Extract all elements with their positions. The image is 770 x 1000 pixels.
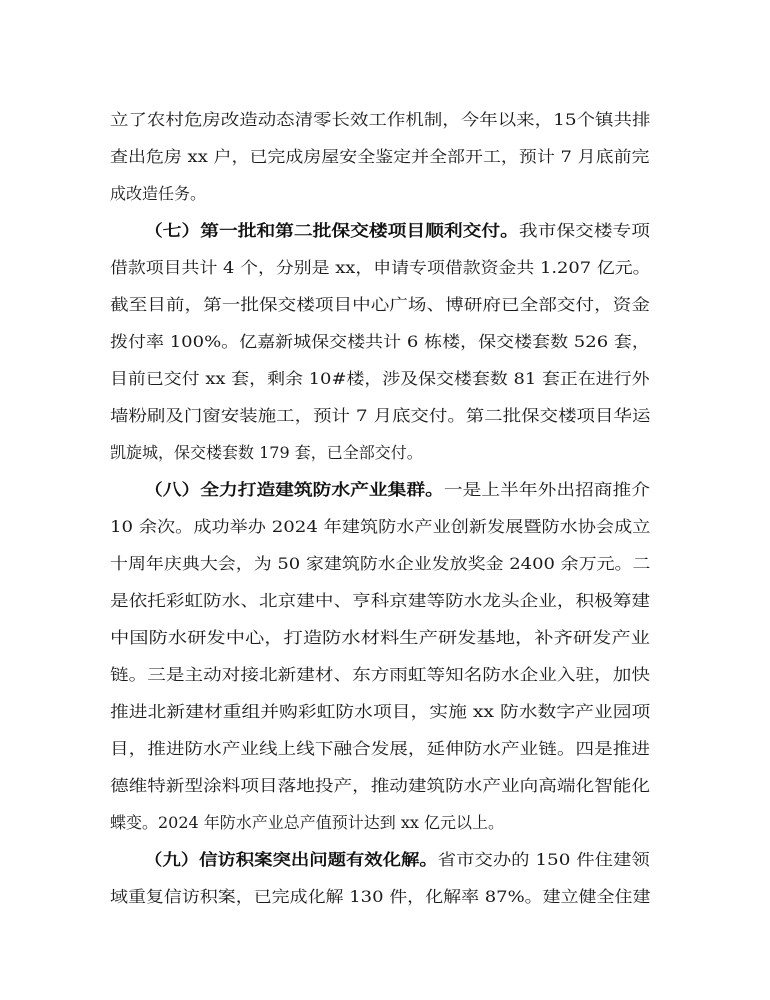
line-text: 十周年庆典大会，为 50 家建筑防水企业发放奖金 2400 余万元。二 — [110, 554, 651, 573]
paragraph-line — [110, 443, 423, 463]
section-heading: （九）信访积案突出问题有效化解。 — [144, 850, 438, 869]
line-text: 一是上半年外出招商推介 — [443, 480, 651, 499]
paragraph-line — [110, 406, 650, 426]
section-nine-first-line — [144, 850, 650, 870]
section-eight-first-line — [144, 480, 650, 500]
line-text: 省市交办的 150 件住建领 — [437, 850, 650, 869]
paragraph-line — [110, 184, 206, 204]
line-text: 成改造任务。 — [110, 184, 207, 203]
paragraph-line — [110, 295, 650, 315]
line-text: 目前已交付 xx 套，剩余 10#楼，涉及保交楼套数 81 套正在进行外 — [110, 369, 650, 388]
line-text: 立了农村危房改造动态清零长效工作机制，今年以来，15个镇共排 — [110, 110, 651, 129]
line-text: 凯旋城，保交楼套数 179 套，已全部交付。 — [110, 443, 423, 462]
line-text: 我市保交楼专项 — [518, 221, 651, 240]
paragraph-line — [110, 369, 650, 389]
line-text: 是依托彩虹防水、北京建中、亨科京建等防水龙头企业，积极筹建 — [110, 591, 651, 610]
paragraph-line — [110, 702, 650, 722]
line-text: 蝶变。2024 年防水产业总产值预计达到 xx 亿元以上。 — [110, 813, 505, 832]
line-text: 拨付率 100%。亿嘉新城保交楼共计 6 栋楼，保交楼套数 526 套， — [110, 332, 650, 351]
paragraph-line — [110, 665, 650, 685]
line-text: 借款项目共计 4 个，分别是 xx，申请专项借款资金共 1.207 亿元。 — [110, 258, 651, 277]
line-text: 目，推进防水产业线上线下融合发展，延伸防水产业链。四是推进 — [110, 739, 651, 758]
paragraph-line — [110, 591, 650, 611]
paragraph-line — [110, 147, 650, 167]
paragraph-line — [110, 813, 504, 833]
line-text: 10 余次。成功举办 2024 年建筑防水产业创新发展暨防水协会成立 — [110, 517, 651, 536]
line-text: 截至目前，第一批保交楼项目中心广场、博研府已全部交付，资金 — [110, 295, 651, 314]
paragraph-line — [110, 554, 650, 574]
paragraph-line — [110, 776, 650, 796]
section-heading: （八）全力打造建筑防水产业集群。 — [144, 480, 444, 499]
line-text: 域重复信访积案，已完成化解 130 件，化解率 87%。建立健全住建 — [110, 887, 651, 906]
paragraph-line — [110, 258, 651, 278]
line-text: 德维特新型涂料项目落地投产，推动建筑防水产业向高端化智能化 — [110, 776, 651, 795]
line-text: 链。三是主动对接北新建材、东方雨虹等知名防水企业入驻，加快 — [110, 665, 651, 684]
section-seven-first-line — [144, 221, 650, 241]
paragraph-line — [110, 332, 650, 352]
line-text: 中国防水研发中心，打造防水材料生产研发基地，补齐研发产业 — [110, 628, 651, 647]
line-text: 查出危房 xx 户，已完成房屋安全鉴定并全部开工，预计 7 月底前完 — [110, 147, 650, 166]
line-text: 推进北新建材重组并购彩虹防水项目，实施 xx 防水数字产业园项 — [110, 702, 651, 721]
paragraph-line — [110, 517, 650, 537]
paragraph-line — [110, 739, 650, 759]
paragraph-line — [110, 110, 650, 130]
line-text: 墙粉刷及门窗安装施工，预计 7 月底交付。第二批保交楼项目华运 — [110, 406, 651, 425]
paragraph-line — [110, 887, 650, 907]
section-heading: （七）第一批和第二批保交楼项目顺利交付。 — [144, 221, 519, 240]
paragraph-line — [110, 628, 650, 648]
